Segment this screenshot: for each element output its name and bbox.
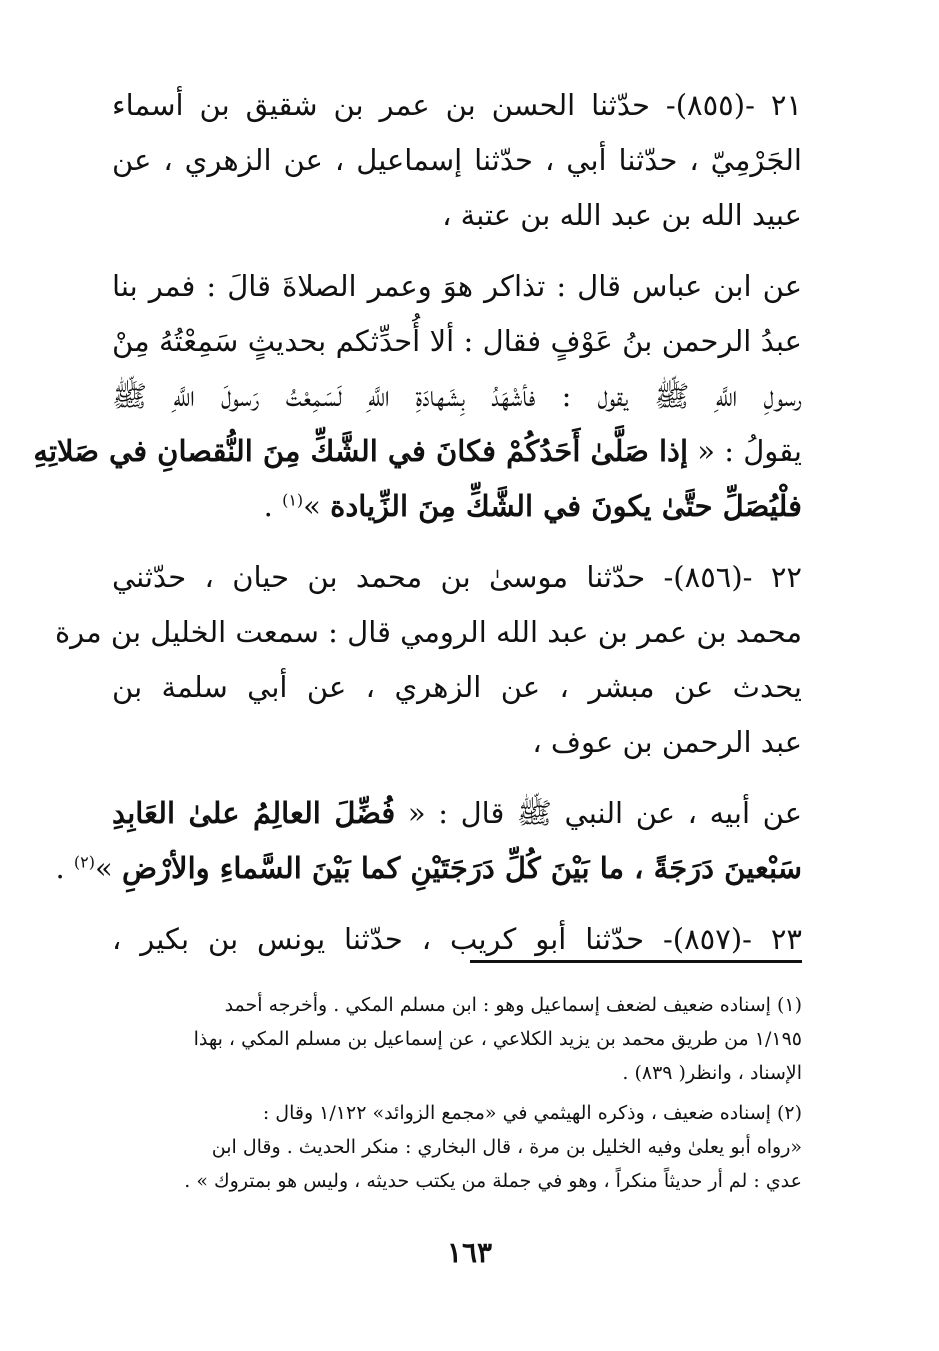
hadith-21-chain — [112, 78, 802, 243]
prophetic-saying: سَبْعينَ دَرَجَةً ، ما بَيْنَ كُلِّ دَرَجَتَيْنِ كما بَيْنَ السَّماءِ والأرْضِ — [121, 851, 802, 885]
footnote-1 — [112, 988, 802, 1090]
prophetic-saying: إذا صَلَّىٰ أَحَدُكُمْ فكانَ في الشَّكِّ مِنَ النُّقصانِ في صَلاتِهِ — [33, 434, 689, 468]
text-line — [112, 479, 802, 534]
text-line: ٢٢ -(٨٥٦)- حدّثنا موسىٰ بن محمد بن حيان ، حدّثني — [112, 560, 802, 594]
footnote-line: عدي : لم أر حديثاً منكراً ، وهو في جملة من يكتب حديثه ، وليس هو بمتروك » . — [184, 1170, 802, 1192]
text-line: عبيد الله بن عبد الله بن عتبة ، — [442, 198, 802, 232]
footnote-line: ١/١٩٥ من طريق محمد بن يزيد الكلاعي ، عن إسماعيل بن مسلم المكي ، بهذا — [193, 1028, 802, 1050]
text-line — [33, 424, 802, 479]
footnote-separator — [470, 960, 802, 963]
text-line — [112, 786, 802, 841]
text-line: ٢٣ -(٨٥٧)- حدّثنا أبو كريب ، حدّثنا يونس بن بكير ، — [112, 922, 802, 956]
sentence-end: . — [263, 489, 283, 523]
text-line: عبد الرحمن بن عوف ، — [532, 725, 802, 759]
main-text — [33, 78, 802, 983]
page-number: ١٦٣ — [446, 1236, 493, 1269]
text-line — [55, 841, 802, 896]
hadith-22-chain — [54, 550, 802, 770]
text-line: يحدث عن مبشر ، عن الزهري ، عن أبي سلمة بن — [112, 670, 802, 704]
footnote-ref[interactable]: (١) — [282, 490, 304, 510]
text-line: عن ابن عباس قال : تذاكر هوَ وعمر الصلاةَ قالَ : فمر بنا — [112, 269, 802, 303]
text-line: الجَرْمِيّ ، حدّثنا أبي ، حدّثنا إسماعيل ، عن الزهري ، عن — [112, 143, 802, 177]
footnote-line: (٢) إسناده ضعيف ، وذكره الهيثمي في «مجمع الزوائد» ١/١٢٢ وقال : — [262, 1102, 802, 1124]
saying-close: » — [95, 851, 113, 885]
prophetic-saying: فُضِّلَ العالِمُ علىٰ العَابِدِ — [112, 796, 396, 830]
text-line: عبدُ الرحمن بنُ عَوْفٍ فقال : ألا أُحدِّثكم بحديثٍ سَمِعْتُهُ مِنْ — [112, 324, 802, 358]
footnote-line: «رواه أبو يعلىٰ وفيه الخليل بن مرة ، قال البخاري : منكر الحديث . وقال ابن — [211, 1136, 802, 1158]
footnotes — [112, 988, 802, 1204]
text-line: رسولِ اللَّهِ ﷺ يقول : فأشْهَدُ بِشَهادَةِ اللَّهِ لَسَمِعْتُ رَسولَ اللَّهِ ﷺ — [112, 379, 802, 413]
prophetic-saying: فلْيُصَلِّ حتَّىٰ يكونَ في الشَّكِّ مِنَ الزِّيادة — [330, 489, 802, 523]
saying-intro: عن أبيه ، عن النبي ﷺ قال : « — [407, 796, 802, 830]
hadith-21-text — [33, 259, 802, 534]
saying-close: » — [303, 489, 321, 523]
footnote-line: (١) إسناده ضعيف لضعف إسماعيل وهو : ابن مسلم المكي . وأخرجه أحمد — [224, 994, 802, 1016]
text-line: محمد بن عمر بن عبد الله الرومي قال : سمعت الخليل بن مرة — [54, 615, 802, 649]
text-line: ٢١ -(٨٥٥)- حدّثنا الحسن بن عمر بن شقيق بن أسماء — [112, 88, 802, 122]
footnote-line: الإسناد ، وانظر( ٨٣٩) . — [622, 1062, 802, 1084]
hadith-23-chain — [112, 912, 802, 967]
hadith-22-text — [55, 786, 802, 896]
sentence-end: . — [55, 851, 74, 885]
footnote-ref[interactable]: (٢) — [73, 852, 96, 872]
saying-intro: يقولُ : « — [697, 434, 802, 468]
footnote-2 — [112, 1096, 802, 1198]
